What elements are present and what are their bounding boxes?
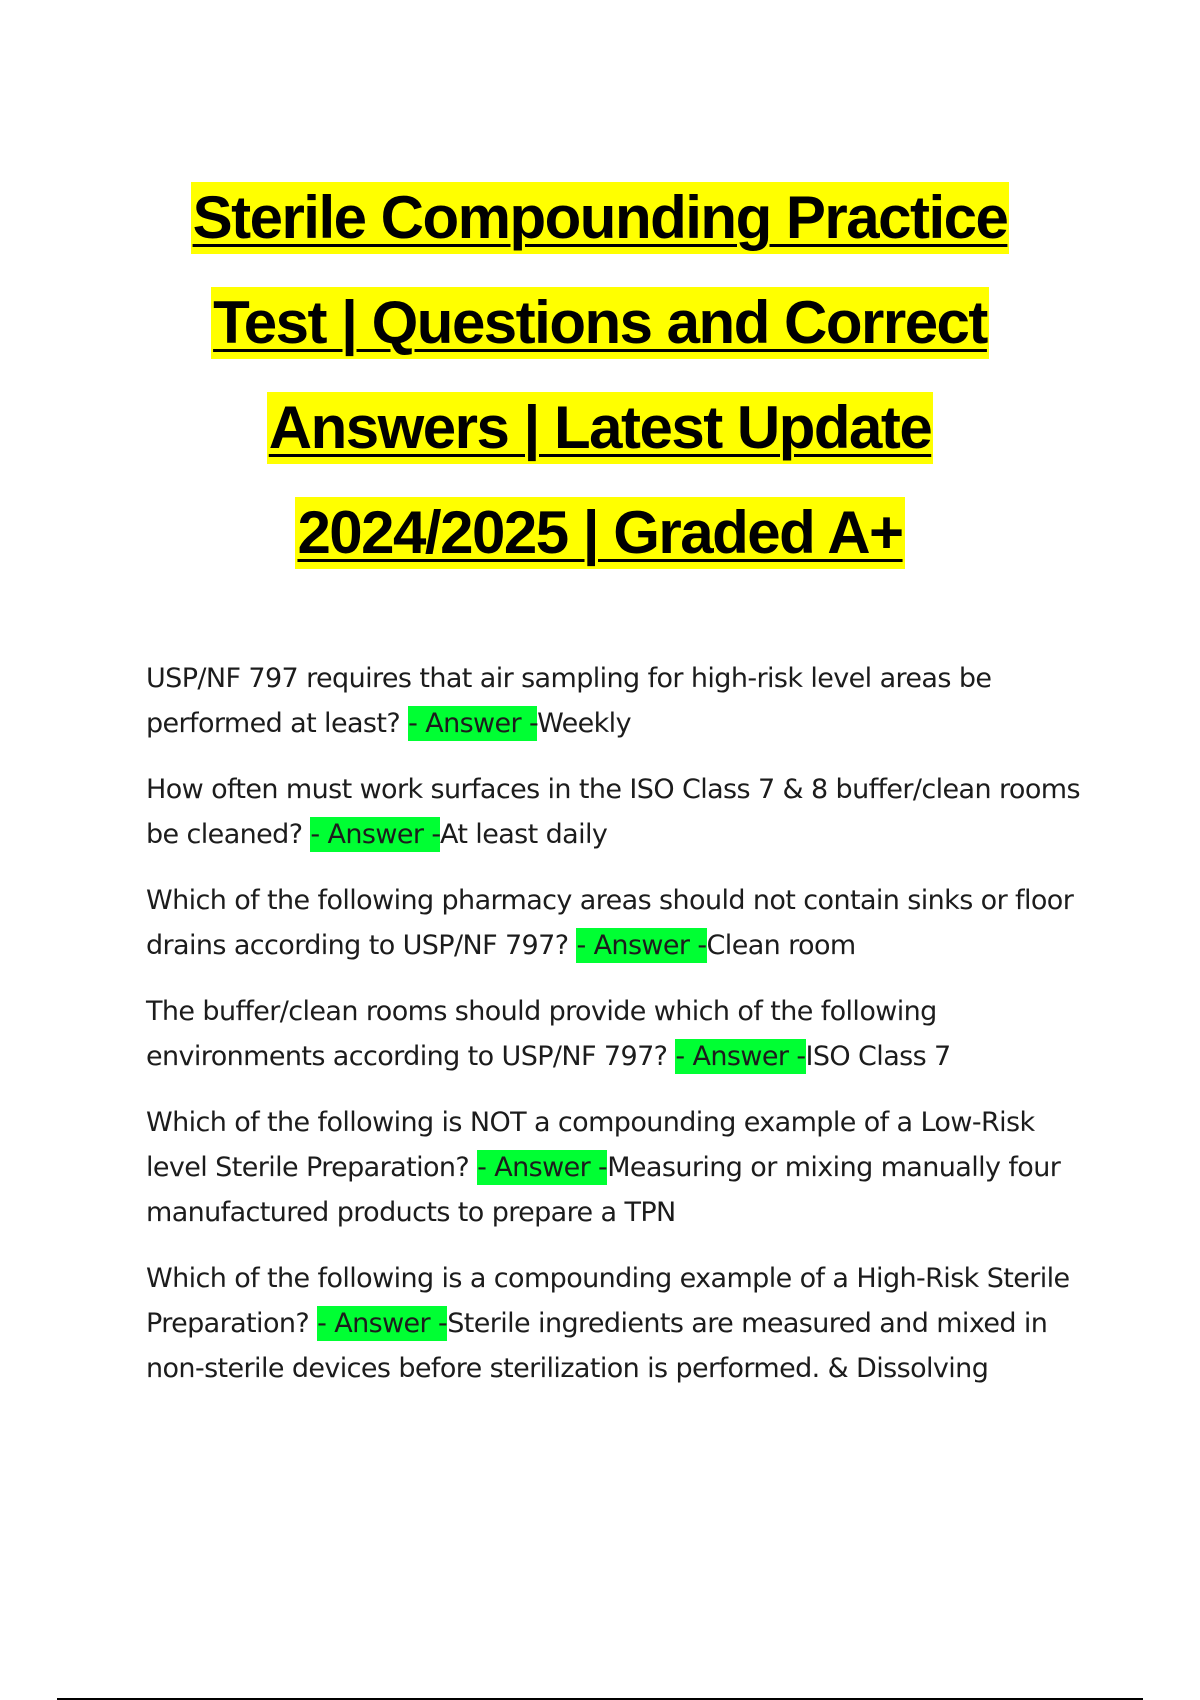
question-text: Which of the following is a compounding example of a High-Risk Sterile Preparation? [146, 1263, 1070, 1339]
answer-label: - Answer - [675, 1041, 806, 1072]
question-text: How often must work surfaces in the ISO Class 7 & 8 buffer/clean rooms be cleaned? [146, 774, 1080, 850]
title-text-4: 2024/2025 | Graded A+ [295, 497, 904, 569]
question-answer-list [146, 656, 1096, 1412]
title-line-2 [0, 270, 1200, 375]
document-title [0, 165, 1200, 585]
answer-text: Weekly [537, 708, 631, 739]
title-line-4 [0, 480, 1200, 585]
answer-text: Clean room [706, 930, 856, 961]
answer-text: At least daily [439, 819, 608, 850]
answer-label: - Answer - [408, 708, 538, 739]
answer-label: - Answer - [477, 1152, 608, 1183]
title-line-3 [0, 375, 1200, 480]
title-text-1: Sterile Compounding Practice [191, 182, 1010, 254]
answer-label: - Answer - [576, 930, 707, 961]
qa-item-3 [146, 878, 1096, 968]
qa-item-4 [146, 989, 1096, 1079]
title-text-3: Answers | Latest Update [267, 392, 933, 464]
question-text: The buffer/clean rooms should provide which of the following environments according to USP/NF 797? [146, 996, 937, 1072]
qa-item-5 [146, 1100, 1096, 1235]
answer-label: - Answer - [310, 819, 440, 850]
answer-text: Measuring or mixing manually four manufactured products to prepare a TPN [146, 1152, 1061, 1228]
title-line-1 [0, 165, 1200, 270]
question-text: Which of the following is NOT a compounding example of a Low-Risk level Sterile Preparation? [146, 1107, 1035, 1183]
question-text: USP/NF 797 requires that air sampling for high-risk level areas be performed at least? [146, 663, 992, 739]
answer-label: - Answer - [317, 1308, 448, 1339]
qa-item-6 [146, 1256, 1096, 1391]
answer-text: ISO Class 7 [805, 1041, 951, 1072]
qa-item-2 [146, 767, 1096, 857]
answer-text: Sterile ingredients are measured and mixed in non-sterile devices before sterilization is performed. & Dissolving [146, 1308, 1048, 1384]
qa-item-1 [146, 656, 1096, 746]
title-text-2: Test | Questions and Correct [211, 287, 989, 359]
question-text: Which of the following pharmacy areas should not contain sinks or floor drains according to USP/NF 797? [146, 885, 1074, 961]
